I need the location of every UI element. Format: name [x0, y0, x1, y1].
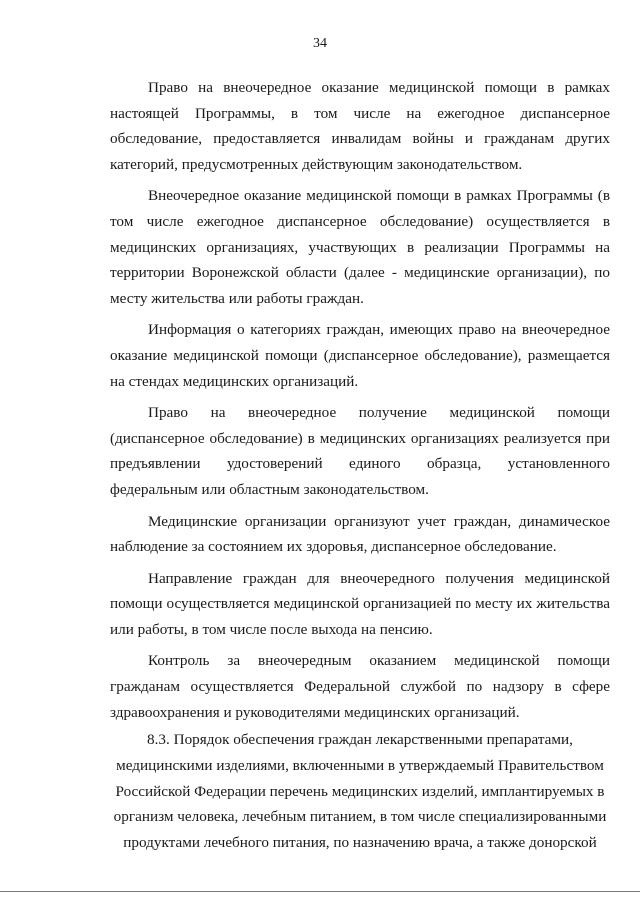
bottom-edge-line	[0, 891, 640, 892]
paragraph-2: Внеочередное оказание медицинской помощи в рамках Программы (в том числе ежегодное диспансерное обследование) осуществляется в медицинских организациях, участвующих в реализации Программы на территории Воронежской области (далее - медицинские организации), по месту жительства или работы граждан.	[110, 187, 610, 307]
body-text	[110, 75, 610, 725]
page-number: 34	[313, 36, 327, 51]
paragraph-7: Контроль за внеочередным оказанием медицинской помощи гражданам осуществляется Федеральной службой по надзору в сфере здравоохранения и руководителями медицинских организаций.	[110, 652, 610, 721]
paragraph-6: Направление граждан для внеочередного получения медицинской помощи осуществляется медицинской организацией по месту их жительства или работы, в том числе после выхода на пенсию.	[110, 569, 610, 638]
paragraph-3: Информация о категориях граждан, имеющих право на внеочередное оказание медицинской помощи (диспансерное обследование), размещается на стендах медицинских организаций.	[110, 321, 610, 390]
paragraph-1: Право на внеочередное оказание медицинской помощи в рамках настоящей Программы, в том числе на ежегодное диспансерное обследование, предоставляется инвалидам войны и гражданам других категорий, предусмотренных действующим законодательством.	[110, 79, 610, 173]
paragraph-5: Медицинские организации организуют учет граждан, динамическое наблюдение за состоянием их здоровья, диспансерное обследование.	[110, 512, 610, 556]
paragraph-4: Право на внеочередное получение медицинской помощи (диспансерное обследование) в медицинских организациях реализуется при предъявлении удостоверений единого образца, установленного федеральным или областным законодательством.	[110, 404, 610, 498]
section-heading: 8.3. Порядок обеспечения граждан лекарственными препаратами, медицинскими изделиями, включенными в утверждаемый Правительством Российской Федерации перечень медицинских изделий, имплантируемых в организм человека, лечебным питанием, в том числе специализированными продуктами лечебного питания, по назначению врача, а также донорской	[113, 731, 607, 852]
